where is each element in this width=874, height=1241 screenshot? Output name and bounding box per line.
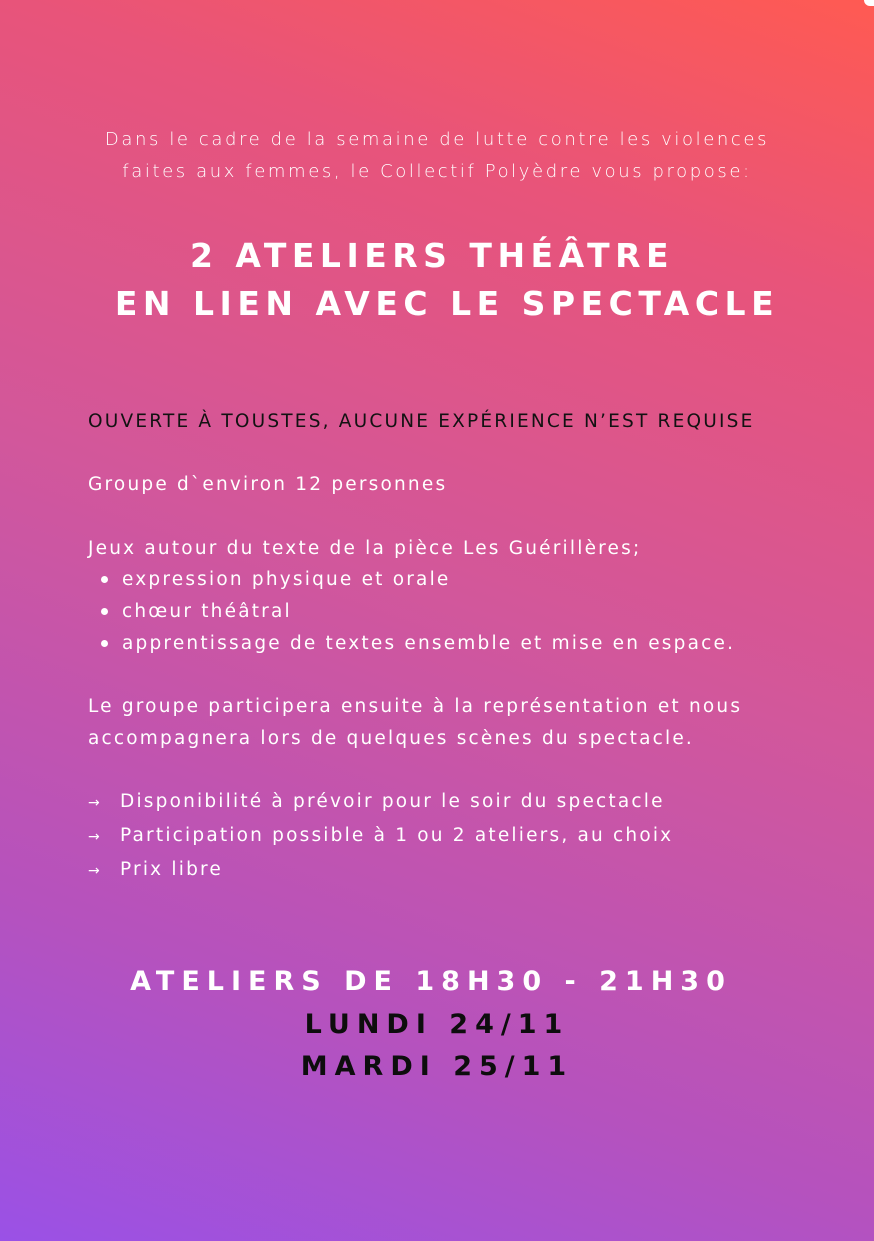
bullet-icon	[101, 576, 108, 583]
bullet-icon	[101, 640, 108, 647]
schedule-hours: ATELIERS DE 18H30 - 21H30	[130, 966, 732, 997]
intro-line-2: faites aux femmes, le Collectif Polyèdre vous propose:	[122, 161, 752, 182]
spacer	[88, 660, 848, 692]
list-item	[88, 596, 848, 628]
group-size-text: Groupe d`environ 12 personnes	[88, 474, 448, 496]
spacer	[88, 755, 848, 787]
list-item	[88, 564, 848, 596]
list-item-label: chœur théâtral	[122, 601, 292, 623]
arrow-right-icon: →	[88, 795, 102, 812]
schedule-day-2: MARDI 25/11	[300, 1051, 574, 1082]
schedule-day-1: LUNDI 24/11	[304, 1009, 570, 1040]
title-line-2: EN LIEN AVEC LE SPECTACLE	[114, 284, 780, 323]
intro-line-1: Dans le cadre de la semaine de lutte contre les violences	[104, 129, 770, 150]
activity-list	[88, 564, 848, 659]
list-item-label: expression physique et orale	[122, 569, 451, 591]
bullet-icon	[101, 608, 108, 615]
spacer	[88, 501, 848, 533]
arrow-right-icon: →	[88, 829, 102, 846]
open-to-all-text: OUVERTE À TOUSTES, AUCUNE EXPÉRIENCE N’EST REQUISE	[88, 411, 755, 432]
arrow-right-icon: →	[88, 862, 102, 879]
details-section	[88, 406, 848, 887]
participation-line-2: accompagnera lors de quelques scènes du spectacle.	[88, 727, 694, 749]
spacer	[88, 438, 848, 470]
note-label: Participation possible à 1 ou 2 ateliers, au choix	[120, 825, 674, 847]
note-label: Prix libre	[120, 858, 224, 880]
list-item	[88, 628, 848, 660]
corner-decoration	[864, 0, 874, 6]
games-intro-text: Jeux autour du texte de la pièce Les Guérillères;	[88, 537, 642, 559]
participation-line-1: Le groupe participera ensuite à la représentation et nous	[88, 696, 743, 718]
list-item-label: apprentissage de textes ensemble et mise en espace.	[122, 632, 736, 654]
intro-text	[0, 124, 874, 188]
note-item	[88, 820, 848, 854]
note-item	[88, 854, 848, 888]
note-item	[88, 786, 848, 820]
note-label: Disponibilité à prévoir pour le soir du spectacle	[120, 791, 665, 813]
title-line-1: 2 ATELIERS THÉÂTRE	[189, 236, 675, 275]
